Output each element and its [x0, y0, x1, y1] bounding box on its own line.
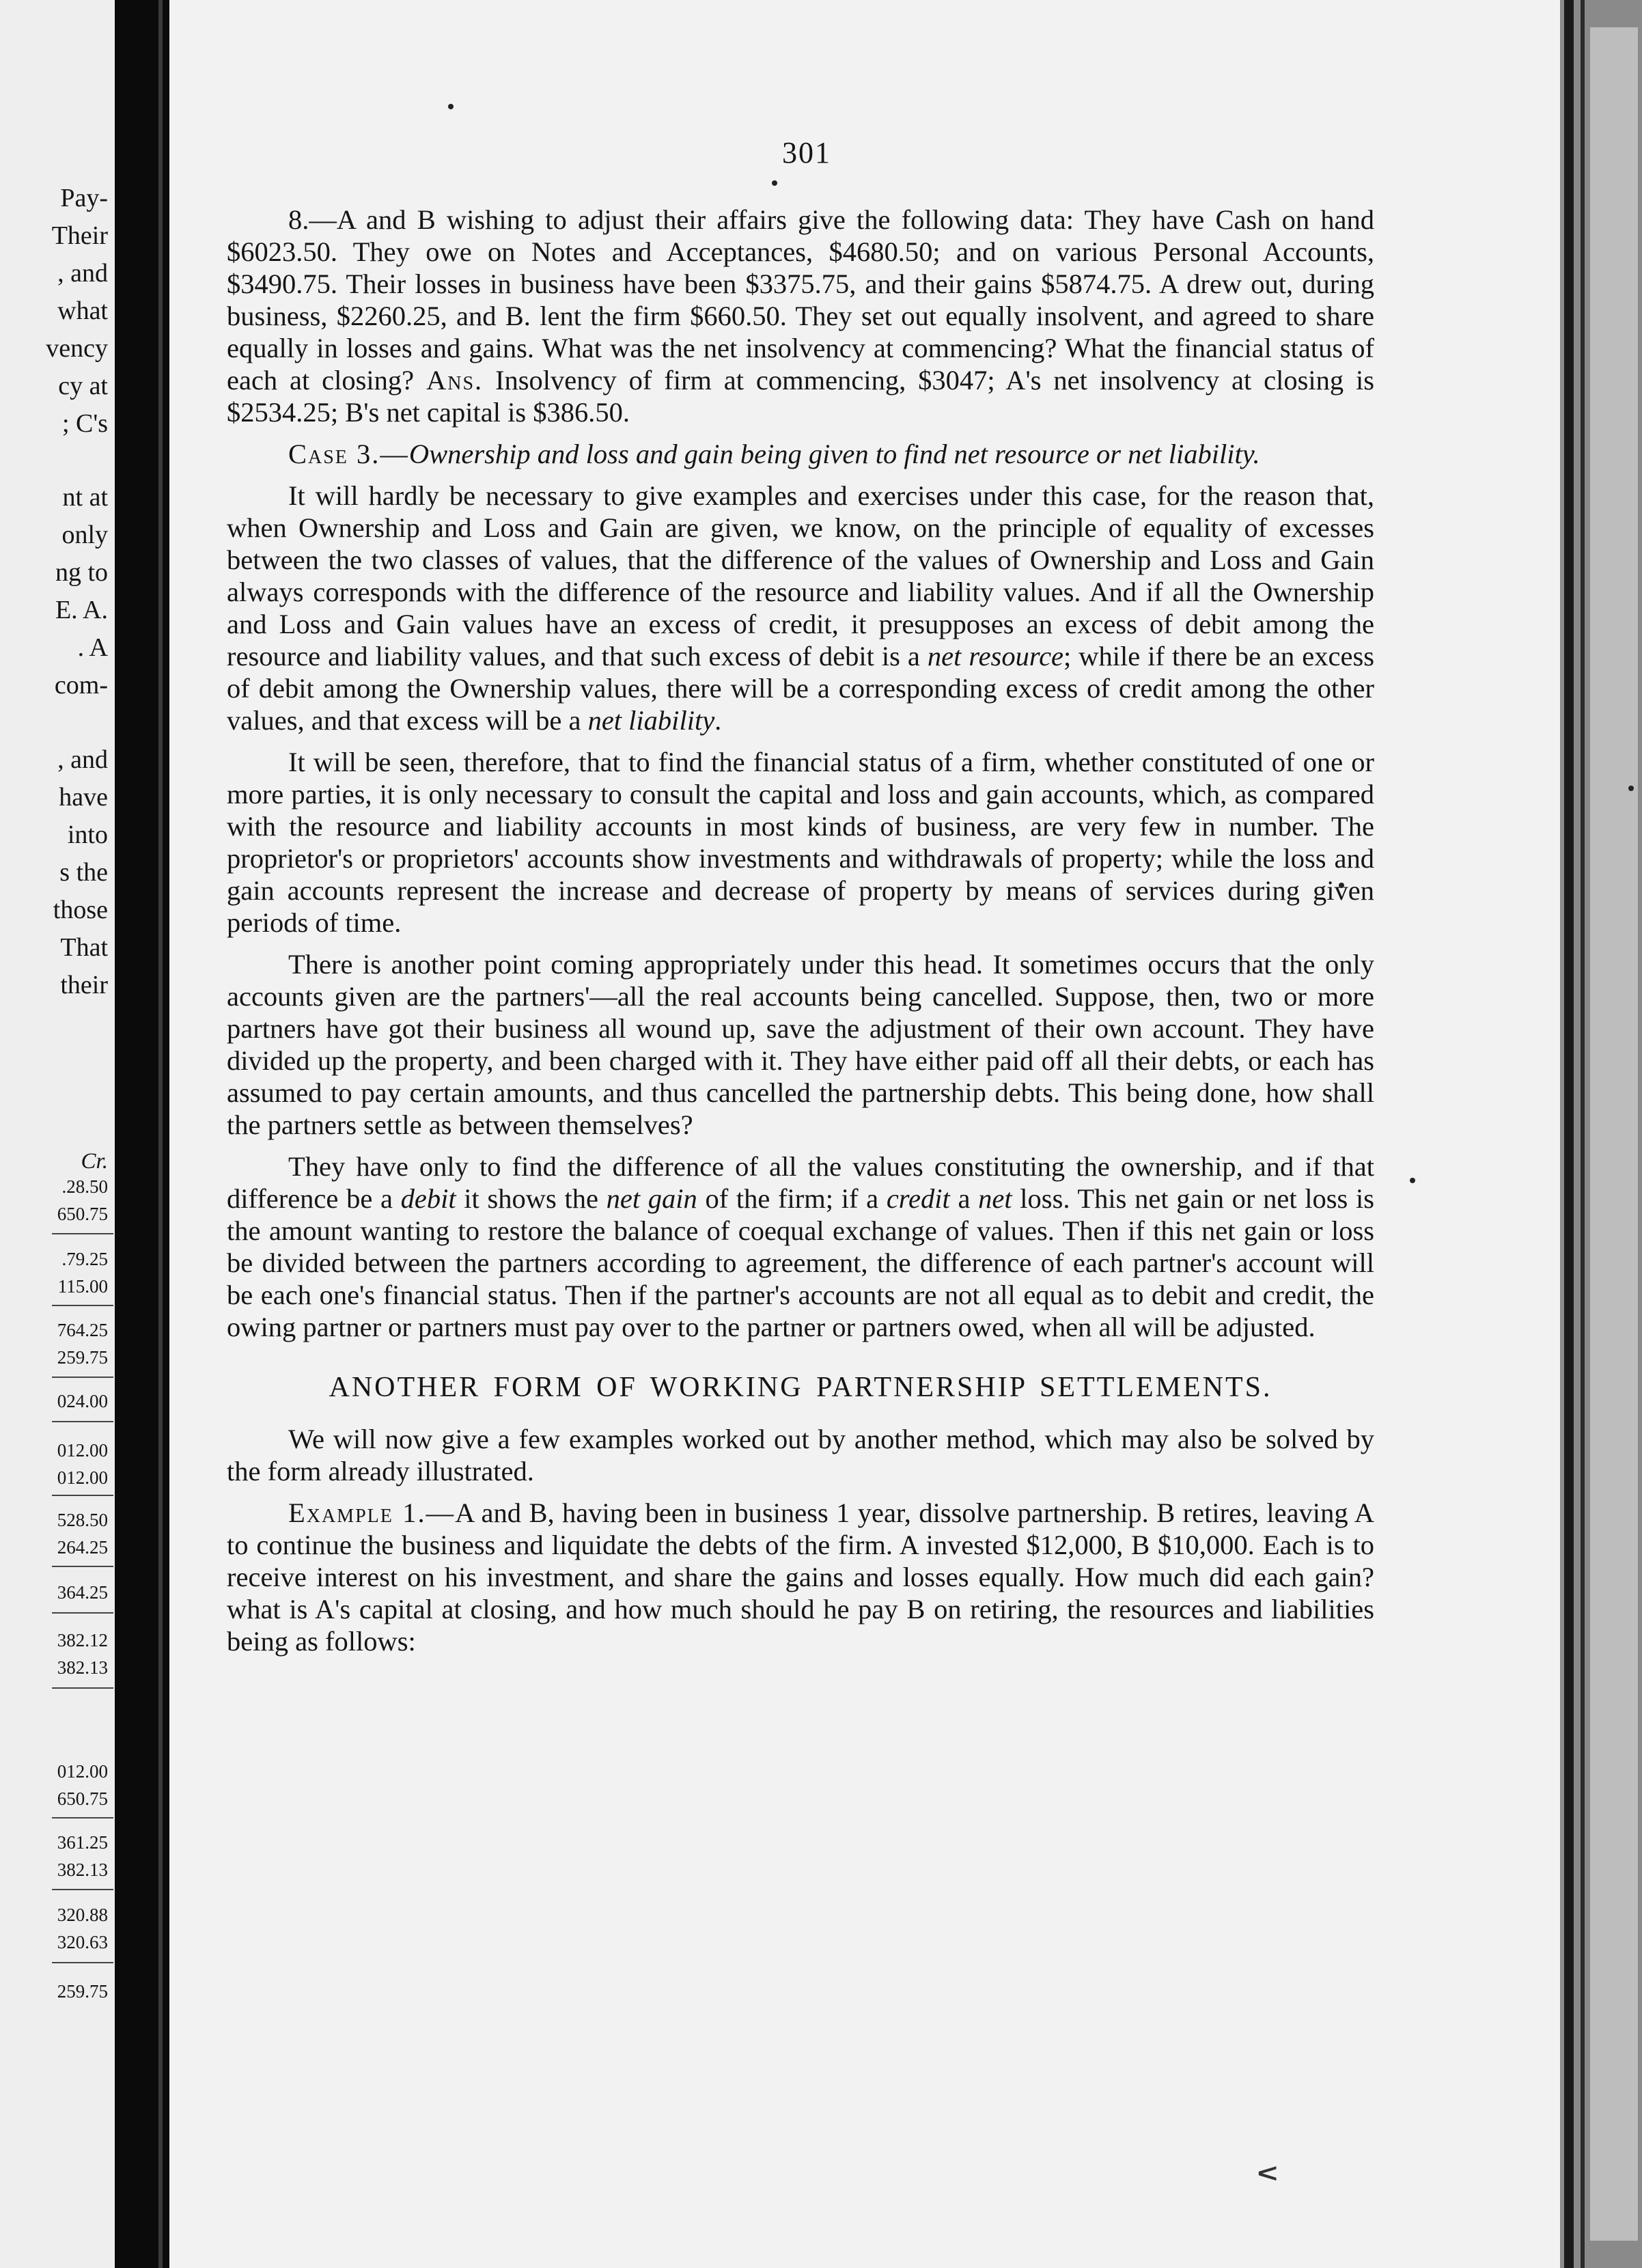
section-heading: ANOTHER FORM OF WORKING PARTNERSHIP SETTLEMENTS.	[329, 1372, 1272, 1403]
adjacent-amount: 320.63	[57, 1932, 108, 1952]
page-body	[227, 204, 1374, 1667]
page-number: 301	[782, 136, 831, 169]
paragraph-4-text-e: loss. This net gain or net loss is the amount wanting to restore the balance of coequal exchange of values. Then if this net gain or loss be divided between the partners according to agreement, the difference of each partner's account will be each one's financial status. Then if the partner's accounts are not all equal as to debit and credit, the owing partner or partners must pay over to the partner or partners owed, when all will be adjusted.	[227, 1183, 1374, 1342]
adjacent-amount: 115.00	[57, 1276, 108, 1297]
adjacent-amount: 650.75	[57, 1788, 108, 1809]
adjacent-cr-label: Cr.	[81, 1149, 108, 1174]
adjacent-word: , and	[57, 259, 108, 288]
adjacent-word: , and	[57, 745, 108, 774]
adjacent-rule	[52, 1377, 113, 1378]
adjacent-rule	[52, 1817, 113, 1818]
adjacent-word: s the	[59, 858, 108, 887]
net-gain-term: net gain	[606, 1183, 697, 1214]
credit-term: credit	[886, 1183, 950, 1214]
adjacent-amount: 650.75	[57, 1204, 108, 1224]
adjacent-word: . A	[77, 633, 108, 662]
ink-speck	[1628, 786, 1634, 791]
adjacent-word: into	[67, 820, 108, 849]
adjacent-word: have	[59, 783, 108, 812]
paragraph-4	[227, 1150, 1374, 1343]
paragraph-3: There is another point coming appropriately under this head. It sometimes occurs that the only accounts given are the partners'—all the real accounts being cancelled. Suppose, then, two or more partners have got their business all wound up, save the adjustment of their own account. They have divided up the property, and been charged with it. They have either paid off all their debts, or each has assumed to pay certain amounts, and thus cancelled the partnership debts. This being done, how shall the partners settle as between themselves?	[227, 949, 1374, 1140]
adjacent-amount: 764.25	[57, 1320, 108, 1340]
stray-mark: ∧	[1249, 2162, 1283, 2185]
net-liability-term: net liability	[587, 705, 715, 736]
net-resource-term: net resource	[927, 641, 1064, 672]
adjacent-word: their	[60, 971, 108, 999]
adjacent-rule	[52, 1495, 113, 1496]
paragraph-2: It will be seen, therefore, that to find the financial status of a firm, whether constituted of one or more parties, it is only necessary to consult the capital and loss and gain accounts, which, as compared with the resource and liability accounts in most kinds of business, are very few in number. The proprietor's or proprietors' accounts show investments and withdrawals of property; while the loss and gain accounts represent the increase and decrease of property by means of services during given periods of time.	[227, 747, 1374, 938]
adjacent-word: cy at	[58, 372, 108, 400]
adjacent-amount: 264.25	[57, 1537, 108, 1558]
adjacent-amount: 012.00	[57, 1467, 108, 1488]
example-1-text: A and B, having been in business 1 year, dissolve partnership. B retires, leaving A to continue the business and liquidate the debts of the firm. A invested $12,000, B $10,000. Each is to receive interest on his investment, and share the gains and losses equally. How much did each gain? what is A's capital at closing, and how much should he pay B on retiring, the resources and liabilities being as follows:	[227, 1497, 1374, 1657]
adjacent-word: vency	[46, 334, 108, 363]
adjacent-amount: 361.25	[57, 1832, 108, 1853]
paragraph-1-text-c: .	[714, 705, 722, 736]
adjacent-amount: 012.00	[57, 1761, 108, 1782]
adjacent-rule	[52, 1687, 113, 1689]
adjacent-word: what	[57, 296, 108, 325]
example-1-label: Example 1.—	[288, 1497, 456, 1528]
adjacent-rule	[52, 1305, 113, 1306]
adjacent-amount: 382.13	[57, 1859, 108, 1880]
adjacent-word: ; C's	[61, 409, 108, 438]
net-term: net	[978, 1183, 1012, 1214]
adjacent-amount: 364.25	[57, 1582, 108, 1603]
paragraph-5: We will now give a few examples worked out by another method, which may also be solved by the form already illustrated.	[227, 1424, 1374, 1486]
problem-8-text: 8.—A and B wishing to adjust their affairs give the following data: They have Cash on hand $6023.50. They owe on Notes and Acceptances, $4680.50; and on various Personal Accounts, $3490.75. Their losses in business have been $3375.75, and their gains $5874.75. A drew out, during business, $2260.25, and B. lent the firm $660.50. They set out equally insolvent, and agreed to share equally in losses and gains. What was the net insolvency at commencing? What the financial status of each at closing?	[227, 204, 1374, 396]
adjacent-word: nt at	[62, 483, 108, 512]
adjacent-rule	[52, 1566, 113, 1567]
adjacent-rule	[52, 1889, 113, 1890]
page-edge	[1560, 0, 1642, 2268]
adjacent-rule	[52, 1421, 113, 1422]
problem-8	[227, 204, 1374, 428]
adjacent-amount: 012.00	[57, 1440, 108, 1461]
paragraph-4-text-b: it shows the	[456, 1183, 607, 1214]
paragraph-4-text-d: a	[949, 1183, 979, 1214]
adjacent-word: Pay-	[60, 184, 108, 212]
adjacent-amount: .79.25	[61, 1249, 108, 1269]
adjacent-amount: 382.12	[57, 1630, 108, 1650]
problem-8-answer: Insolvency of firm at commencing, $3047; A's net insolvency at closing is $2534.25; B's net capital is $386.50.	[227, 365, 1375, 428]
ink-speck	[772, 180, 777, 186]
adjacent-word: those	[53, 896, 108, 924]
adjacent-amount: .28.50	[61, 1176, 108, 1197]
ink-speck	[448, 104, 454, 109]
adjacent-amount: 320.88	[57, 1905, 108, 1925]
adjacent-amount: 528.50	[57, 1510, 108, 1530]
case-3-label: Case 3.—	[288, 439, 409, 469]
adjacent-word: com-	[54, 671, 108, 700]
adjacent-amount: 024.00	[57, 1391, 108, 1411]
adjacent-rule	[52, 1962, 113, 1963]
adjacent-rule	[52, 1612, 113, 1614]
adjacent-amount: 259.75	[57, 1347, 108, 1368]
paragraph-1	[227, 480, 1374, 736]
adjacent-word: only	[61, 521, 108, 549]
paragraph-1-text-a: It will hardly be necessary to give examples and exercises under this case, for the reason that, when Ownership and Loss and Gain are given, we know, on the principle of equality of excesses between the two classes of values, that the difference of the values of Ownership and Loss and Gain always corresponds with the difference of the resource and liability values. And if all the Ownership and Loss and Gain values have an excess of credit, it presupposes an excess of debit among the resource and liability values, and that such excess of debit is a	[227, 480, 1374, 672]
book-gutter	[115, 0, 169, 2268]
adjacent-word: That	[60, 933, 108, 962]
adjacent-amount: 259.75	[57, 1981, 108, 2002]
debit-term: debit	[400, 1183, 456, 1214]
paragraph-4-text-c: of the firm; if a	[697, 1183, 887, 1214]
adjacent-word: E. A.	[55, 596, 108, 624]
adjacent-word: ng to	[55, 558, 108, 587]
adjacent-rule	[52, 1233, 113, 1234]
example-1	[227, 1497, 1374, 1657]
paragraph-1-text-b: ; while if there be an excess of debit among the Ownership values, there will be a corresponding excess of credit among the other values, and that excess will be a	[227, 641, 1374, 736]
paragraph-4-text-a: They have only to find the difference of all the values constituting the ownership, and if that difference be a	[227, 1151, 1374, 1214]
adjacent-page-fragment	[0, 0, 115, 2268]
answer-label: Ans.	[426, 365, 484, 396]
ink-speck	[1410, 1178, 1415, 1183]
adjacent-word: Their	[51, 221, 108, 250]
adjacent-amount: 382.13	[57, 1657, 108, 1678]
case-3-heading	[227, 438, 1374, 470]
case-3-title: Ownership and loss and gain being given to find net resource or net liability.	[408, 439, 1260, 469]
